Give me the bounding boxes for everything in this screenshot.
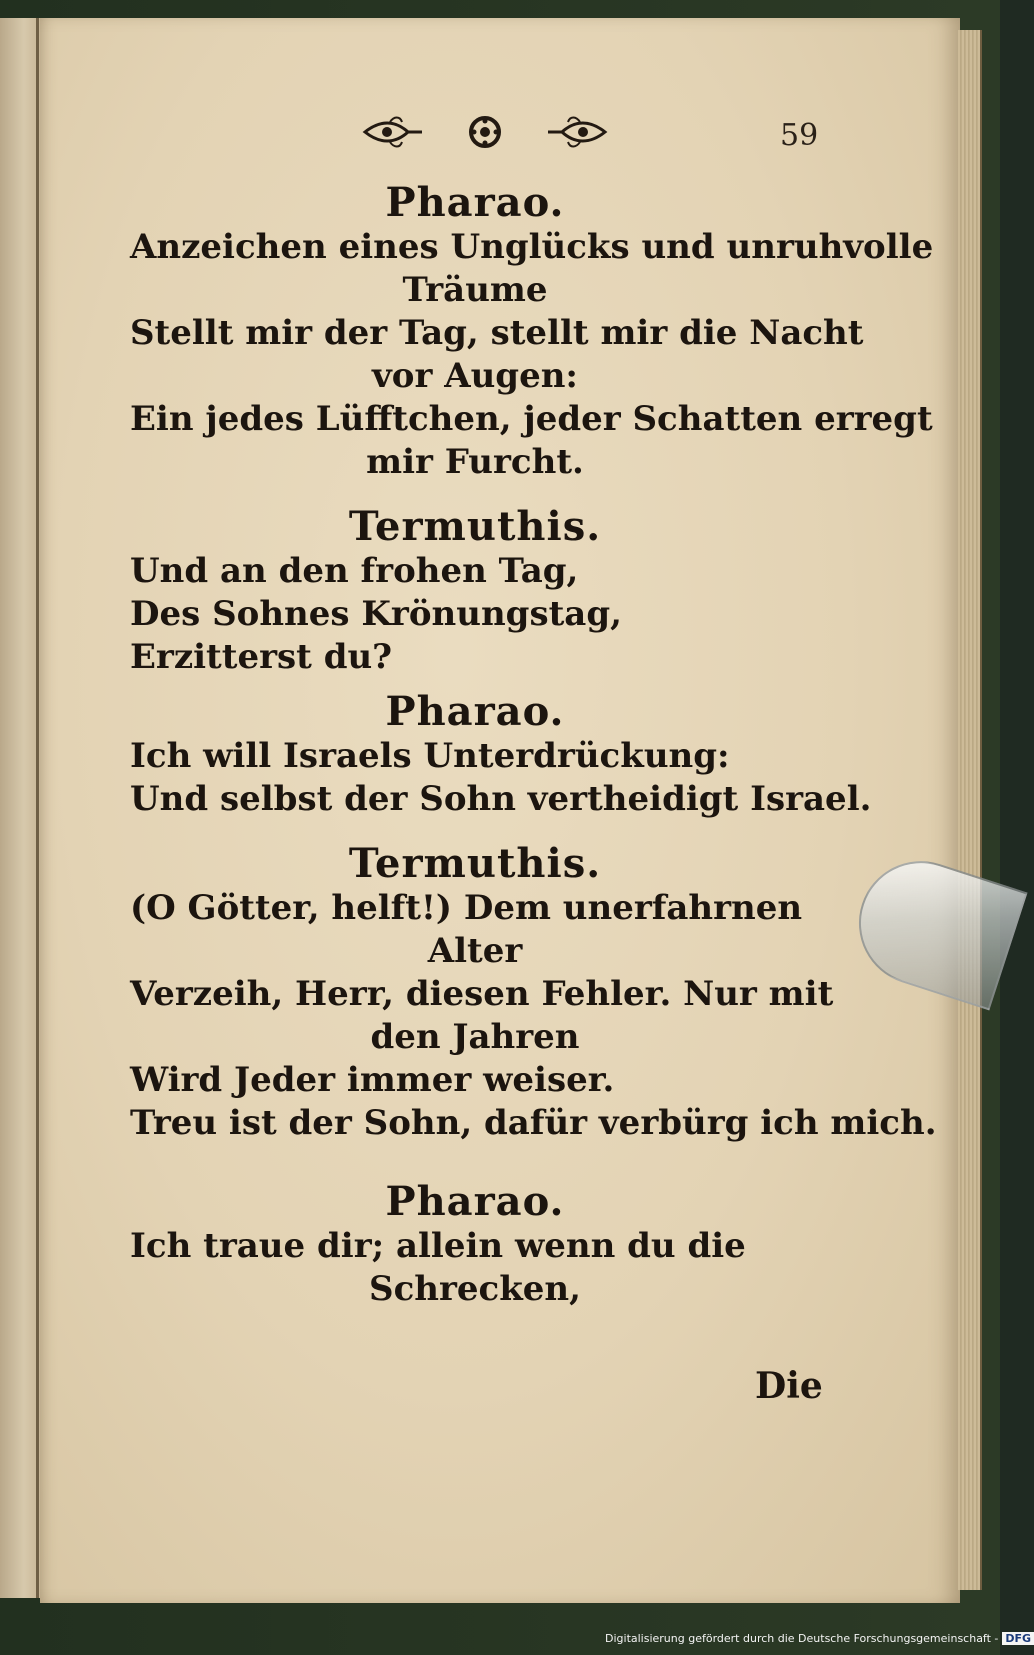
play-text [130,179,937,1311]
digitization-credit [605,1632,1034,1645]
page-header-ornament [360,112,610,152]
speaker-heading: Pharao. [385,688,565,735]
catchword: Die [755,1365,823,1407]
verse-line: Stellt mir der Tag, stellt mir die Nacht [130,313,864,353]
verse-line: Ich traue dir; allein wenn du die [130,1226,746,1266]
verse-line: Ein jedes Lüfftchen, jeder Schatten erregt [130,399,933,439]
verse-line: Verzeih, Herr, diesen Fehler. Nur mit [130,974,834,1014]
verse-line: Treu ist der Sohn, dafür verbürg ich mich. [130,1103,937,1143]
verse-continuation: Alter [427,931,523,971]
verse-continuation: mir Furcht. [366,442,584,482]
verse-line: Des Sohnes Krönungstag, [130,594,622,634]
verse-line: (O Götter, helft!) Dem unerfahrnen [130,888,803,928]
verse-continuation: vor Augen: [372,356,578,396]
verse-continuation: Schrecken, [369,1269,581,1309]
fleuron-right-icon [548,118,605,147]
rosette-icon [471,118,499,146]
verse-line: Erzitterst du? [130,637,393,677]
dfg-logo: DFG [1002,1632,1034,1645]
speaker-heading: Termuthis. [348,840,602,887]
gutter [36,18,39,1598]
verse-line: Anzeichen eines Unglücks und unruhvolle [130,227,934,267]
verse-line: Und an den frohen Tag, [130,551,579,591]
verse-line: Ich will Israels Unterdrückung: [130,736,730,776]
ornament-svg [360,112,610,152]
speaker-heading: Pharao. [385,1178,565,1225]
verse-line: Und selbst der Sohn vertheidigt Israel. [130,779,872,819]
verse-continuation: Träume [402,270,548,310]
page-stack-edge [958,30,982,1590]
page-number: 59 [780,118,819,153]
fleuron-left-icon [365,118,422,147]
credit-text: Digitalisierung gefördert durch die Deutsche Forschungsgemeinschaft - [605,1632,999,1645]
verse-line: Wird Jeder immer weiser. [130,1060,615,1100]
speaker-heading: Pharao. [385,179,565,226]
speaker-heading: Termuthis. [348,503,602,550]
verse-continuation: den Jahren [370,1017,580,1057]
